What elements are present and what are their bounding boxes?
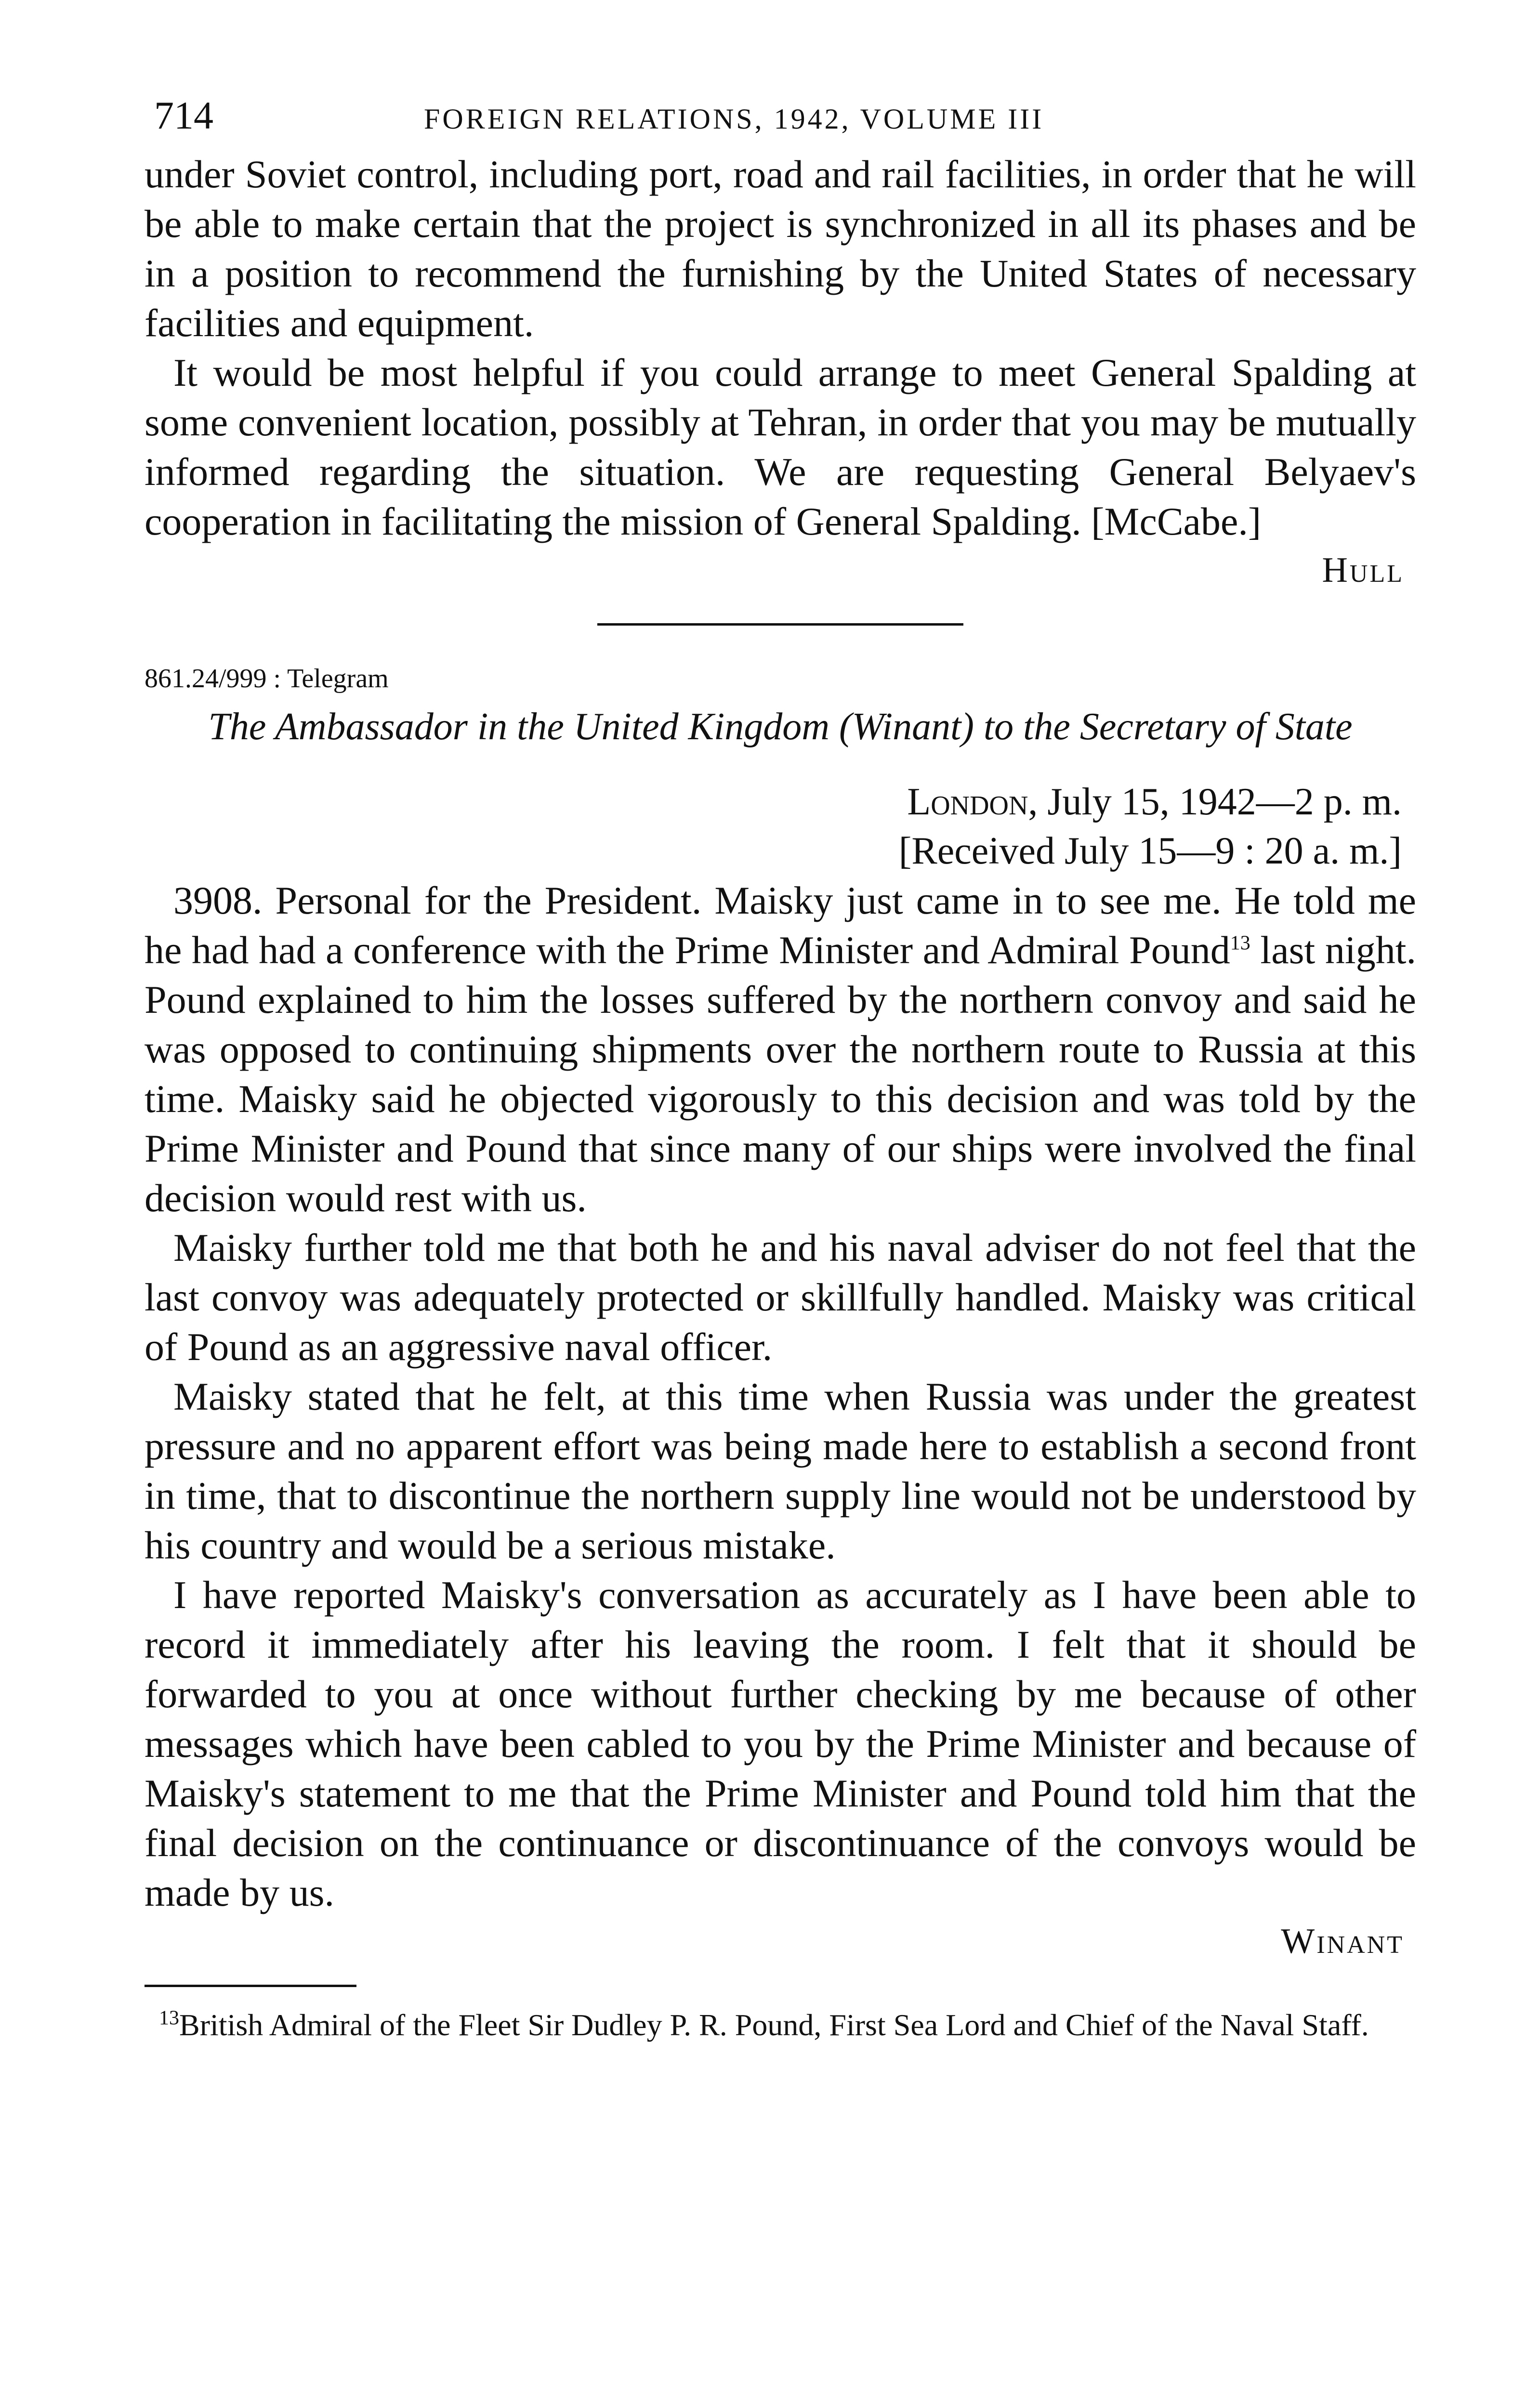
paragraph — [145, 876, 1416, 1223]
paragraph: Maisky stated that he felt, at this time when Russia was under the greatest pressure and no apparent effort was being made here to establish a second front in time, that to discontinue the northern supply line would not be understood by his country and would be a serious mistake. — [145, 1374, 1416, 1567]
running-header — [145, 92, 1416, 149]
page-number: 714 — [154, 93, 213, 137]
continued-paragraph: under Soviet control, including port, road and rail facilities, in order that he will be able to make certain that the project is synchronized in all its phases and be in a position to recommend the furnishing by the United States of necessary facilities and equipment. — [145, 152, 1416, 345]
previous-document-text — [145, 149, 1416, 546]
paragraph: It would be most helpful if you could arrange to meet General Spalding at some convenient location, possibly at Tehran, in order that you may be mutually informed regarding the situation. We are requesting General Belyaev's cooperation in facilitating the mission of General Spalding. [McCabe.] — [145, 351, 1416, 543]
paragraph-text: last night. Pound explained to him the losses suffered by the northern convoy and said he was opposed to continuing shipments over the northern route to Russia at this time. Maisky said he objected vigorously to this decision and was told by the Prime Minister and Pound that since many of our ships were involved the final decision would rest with us. — [145, 928, 1416, 1220]
paragraph: I have reported Maisky's conversation as accurately as I have been able to record it immediately after his leaving the room. I felt that it should be forwarded to you at once without further checking by me because of other messages which have been cabled to you by the Prime Minister and because of Maisky's statement to me that the Prime Minister and Pound told him that the final decision on the continuance or discontinuance of the convoys would be made by us. — [145, 1573, 1416, 1914]
telegram-text — [145, 876, 1416, 1917]
document-heading: The Ambassador in the United Kingdom (Winant) to the Secretary of State — [208, 706, 1353, 748]
signature-hull: Hull — [1322, 550, 1404, 590]
footnote-marker: 13 — [159, 2007, 179, 2029]
received-line: [Received July 15—9 : 20 a. m.] — [898, 830, 1402, 872]
paragraph-text: 3908. Personal for the President. Maisky just came in to see me. He told me he had had a conference with the Prime Minister and Admiral Pound — [145, 878, 1416, 972]
section-divider — [597, 623, 963, 626]
signature-winant: Winant — [1281, 1922, 1404, 1961]
document-page — [145, 92, 1416, 2044]
footnote-text: British Admiral of the Fleet Sir Dudley P. R. Pound, First Sea Lord and Chief of the Naval Staff. — [179, 2008, 1369, 2042]
dateline-place: London — [907, 781, 1028, 823]
dateline — [145, 777, 1416, 826]
dateline-date: , July 15, 1942—2 p. m. — [1028, 781, 1402, 823]
footnote-reference: 13 — [1230, 932, 1250, 955]
document-reference: 861.24/999 : Telegram — [145, 664, 389, 694]
paragraph: Maisky further told me that both he and his naval adviser do not feel that the last convoy was adequately protected or skillfully handled. Maisky was critical of Pound as an aggressive naval officer. — [145, 1226, 1416, 1369]
footnote — [145, 2006, 1416, 2044]
running-header-title: FOREIGN RELATIONS, 1942, VOLUME III — [424, 103, 1044, 135]
footnote-divider — [145, 1985, 356, 1987]
